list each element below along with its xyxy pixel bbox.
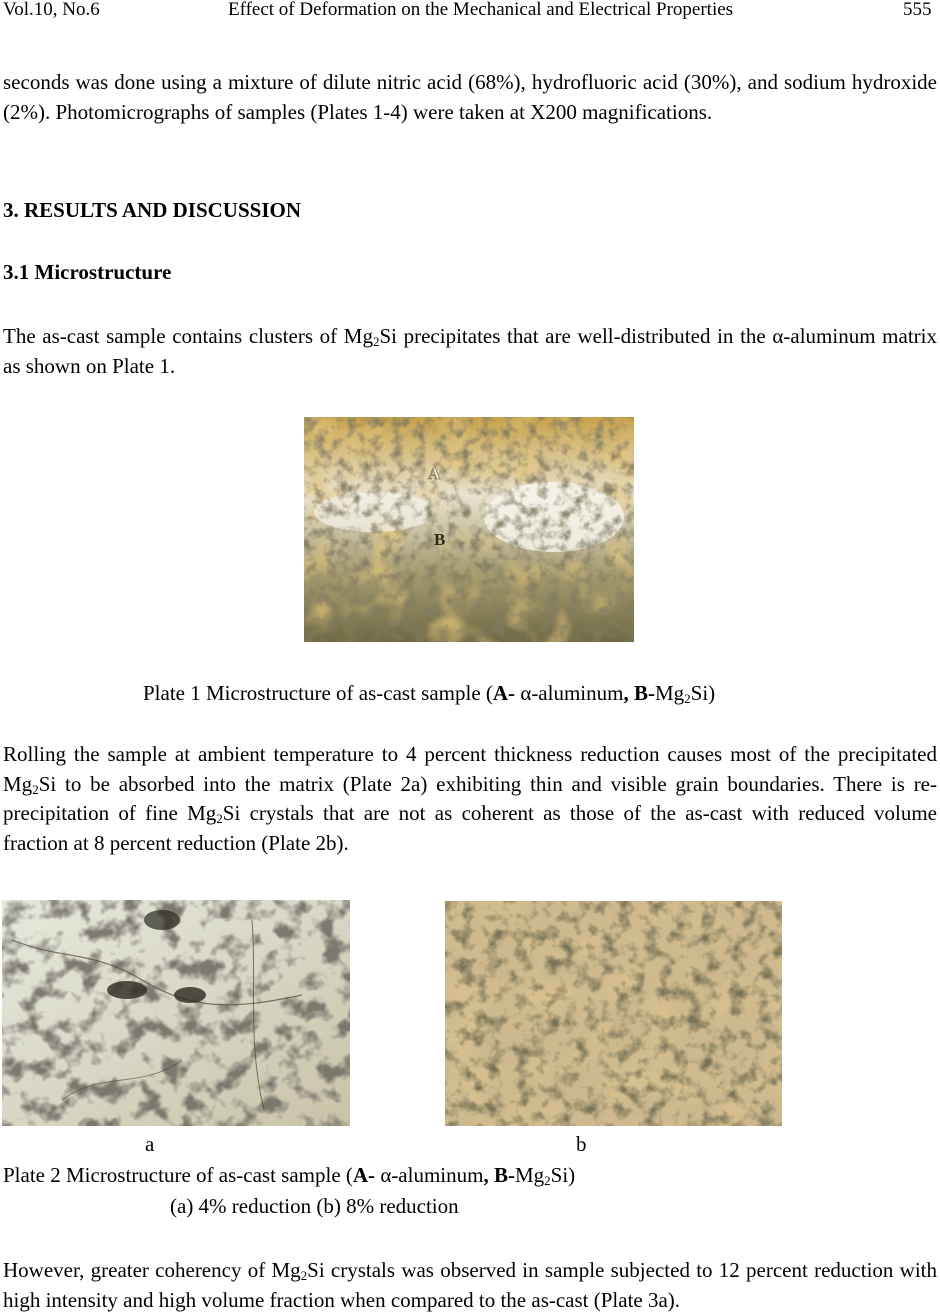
subsection-heading: 3.1 Microstructure	[3, 260, 172, 284]
plate2-subcaption: (a) 4% reduction (b) 8% reduction	[170, 1194, 459, 1218]
section-heading: 3. RESULTS AND DISCUSSION	[3, 198, 301, 222]
intro-paragraph: seconds was done using a mixture of dilute nitric acid (68%), hydrofluoric acid (30%), and sodium hydroxide (2%). Photomicrographs of samples (Plates 1-4) were taken at X200 magnifications.	[3, 70, 937, 124]
paragraph-rolling: Rolling the sample at ambient temperature to 4 percent thickness reduction causes most of the precipitated $Mg_2Si$ to be absorbed into the matrix (Plate 2a) exhibiting thin and visible grain boundaries. There is re-precipitation of fine $Mg_2Si$ crystals that are not as coherent as those of the as-cast with reduced volume fraction at 8 percent reduction (Plate 2b).	[3, 742, 937, 855]
plate2-sublabel-b: b	[576, 1132, 587, 1156]
running-title: Effect of Deformation on the Mechanical and Electrical Properties	[228, 0, 734, 20]
plate2-sublabel-a: a	[145, 1132, 155, 1156]
paragraph-coherency: However, greater coherency of $Mg_2Si$ crystals was observed in sample subjected to 12 percent reduction with high intensity and high volume fraction when compared to the as-cast (Plate 3a).	[3, 1258, 937, 1312]
plate1-label-a: A	[428, 464, 441, 483]
plate1-label-b: B	[434, 530, 446, 549]
plate2-caption: Plate 2 Microstructure of as-cast sample (A- α-aluminum, $B-Mg_2Si$)	[3, 1163, 576, 1188]
journal-volume: Vol.10, No.6	[3, 0, 100, 20]
plate1-photomicrograph	[304, 417, 634, 642]
page-number: 555	[903, 0, 932, 20]
plate2a-photomicrograph	[2, 900, 350, 1126]
plate1-caption: Plate 1 Microstructure of as-cast sample (A- α-aluminum, $B-Mg_2Si$)	[143, 681, 716, 706]
plate2b-photomicrograph	[445, 901, 782, 1126]
paragraph-as-cast: The as-cast sample contains clusters of $Mg_2Si$ precipitates that are well-distributed in the α-aluminum matrix as shown on Plate 1.	[3, 324, 937, 378]
